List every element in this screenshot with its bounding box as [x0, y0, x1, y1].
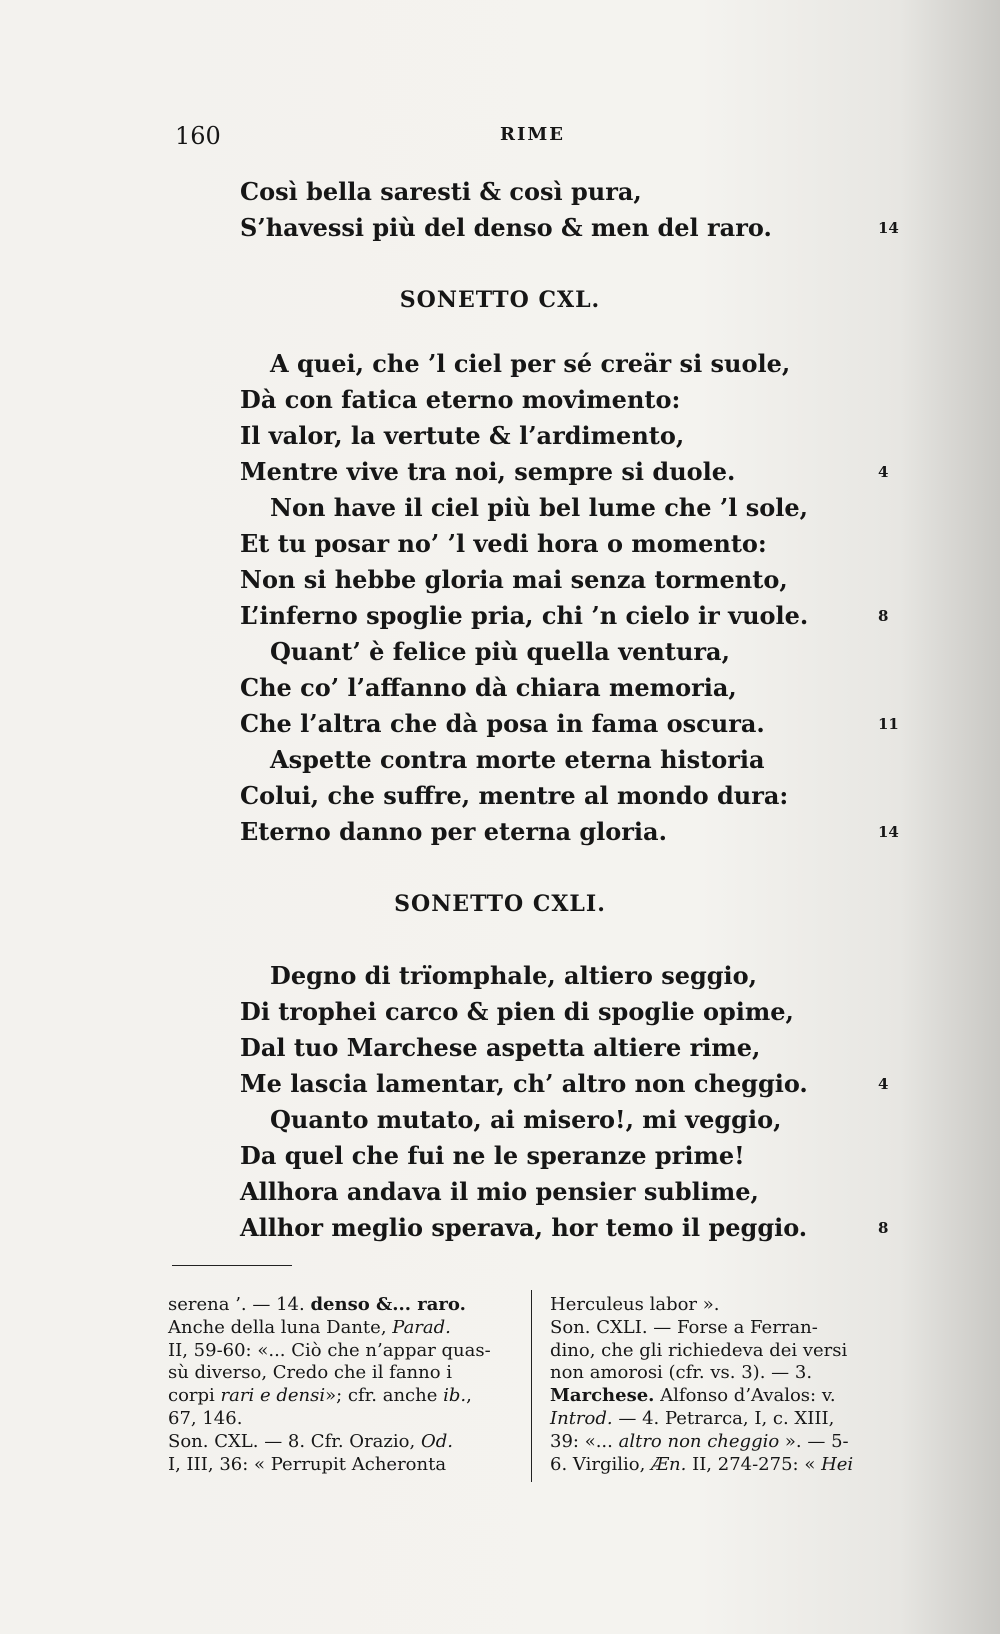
footnote-line: non amorosi (cfr. vs. 3). — 3.: [550, 1362, 813, 1384]
verse-line: Così bella saresti & così pura,: [240, 177, 642, 206]
verse-line-number: 11: [878, 715, 899, 733]
verse-line-number: 4: [878, 1075, 889, 1093]
footnote-rule: [172, 1265, 292, 1266]
verse-line-number: 8: [878, 607, 889, 625]
sonnet-title: SONETTO CXL.: [399, 287, 601, 313]
footnote-line: Marchese. Alfonso d’Avalos: v.: [550, 1385, 836, 1407]
footnote-line: serena ’. — 14. denso &... raro.: [168, 1294, 466, 1315]
verse-line: L’inferno spoglie pria, chi ’n cielo ir vuole.: [240, 601, 809, 630]
verse-line-number: 4: [878, 463, 889, 481]
verse-line: Il valor, la vertute & l’ardimento,: [240, 421, 685, 450]
footnote-line: dino, che gli richiedeva dei versi: [550, 1339, 848, 1361]
footnote-line: 6. Virgilio, Æn. II, 274-275: « Hei: [550, 1453, 854, 1475]
verse-line: Degno di trïomphale, altiero seggio,: [270, 961, 758, 990]
verse-line: S’havessi più del denso & men del raro.: [240, 213, 772, 242]
running-title: RIME: [500, 124, 566, 145]
verse-line: Quant’ è felice più quella ventura,: [270, 637, 730, 666]
footnote-line: 39: «... altro non cheggio ». — 5-: [550, 1430, 849, 1452]
verse-line: Quanto mutato, ai misero!, mi veggio,: [270, 1105, 782, 1134]
verse-line: Da quel che fui ne le speranze prime!: [240, 1141, 745, 1170]
footnote-line: Son. CXLI. — Forse a Ferran-: [550, 1316, 818, 1338]
footnote-line: II, 59-60: «... Ciò che n’appar quas-: [168, 1339, 491, 1361]
verse-line: Allhora andava il mio pensier sublime,: [240, 1177, 759, 1206]
footnote-line: I, III, 36: « Perrupit Acheronta: [168, 1453, 447, 1475]
verse-line: Eterno danno per eterna gloria.: [240, 817, 667, 846]
verse-line: Colui, che suffre, mentre al mondo dura:: [240, 781, 789, 810]
verse-line-number: 14: [878, 219, 899, 237]
footnote-line: Herculeus labor ».: [550, 1294, 720, 1315]
footnote-line: Introd. — 4. Petrarca, I, c. XIII,: [550, 1407, 835, 1429]
verse-line: Et tu posar no’ ’l vedi hora o momento:: [240, 529, 767, 558]
verse-line: Non si hebbe gloria mai senza tormento,: [240, 565, 788, 594]
sonnet-title: SONETTO CXLI.: [394, 891, 606, 917]
verse-line: A quei, che ’l ciel per sé creär si suole,: [270, 349, 791, 378]
verse-line: Che l’altra che dà posa in fama oscura.: [240, 709, 765, 738]
verse-line-number: 14: [878, 823, 899, 841]
footnotes-left-column: [168, 1294, 520, 1476]
footnote-line: Son. CXL. — 8. Cfr. Orazio, Od.: [168, 1430, 453, 1452]
page-number: 160: [175, 122, 221, 150]
verse-line: Me lascia lamentar, ch’ altro non cheggio.: [240, 1069, 808, 1098]
verse-line: Aspette contra morte eterna historia: [270, 745, 765, 774]
verse-line: Allhor meglio sperava, hor temo il peggio.: [240, 1213, 808, 1242]
verse-line: Mentre vive tra noi, sempre si duole.: [240, 457, 736, 486]
footnote-line: Anche della luna Dante, Parad.: [168, 1316, 451, 1338]
verse-line: Dal tuo Marchese aspetta altiere rime,: [240, 1033, 761, 1062]
page-header: [175, 122, 865, 152]
footnotes-right-column: [550, 1294, 915, 1476]
verse-line: Non have il ciel più bel lume che ’l sole,: [270, 493, 808, 522]
footnote-line: corpi rari e densi»; cfr. anche ib.,: [168, 1385, 472, 1407]
footnote-line: 67, 146.: [168, 1407, 243, 1429]
footnote-line: sù diverso, Credo che il fanno i: [168, 1362, 453, 1384]
verse-line: Di trophei carco & pien di spoglie opime,: [240, 997, 794, 1026]
verse-line-number: 8: [878, 1219, 889, 1237]
verse-line: Dà con fatica eterno movimento:: [240, 385, 681, 414]
verse-line: Che co’ l’affanno dà chiara memoria,: [240, 673, 737, 702]
footnote-column-divider: [531, 1290, 532, 1482]
